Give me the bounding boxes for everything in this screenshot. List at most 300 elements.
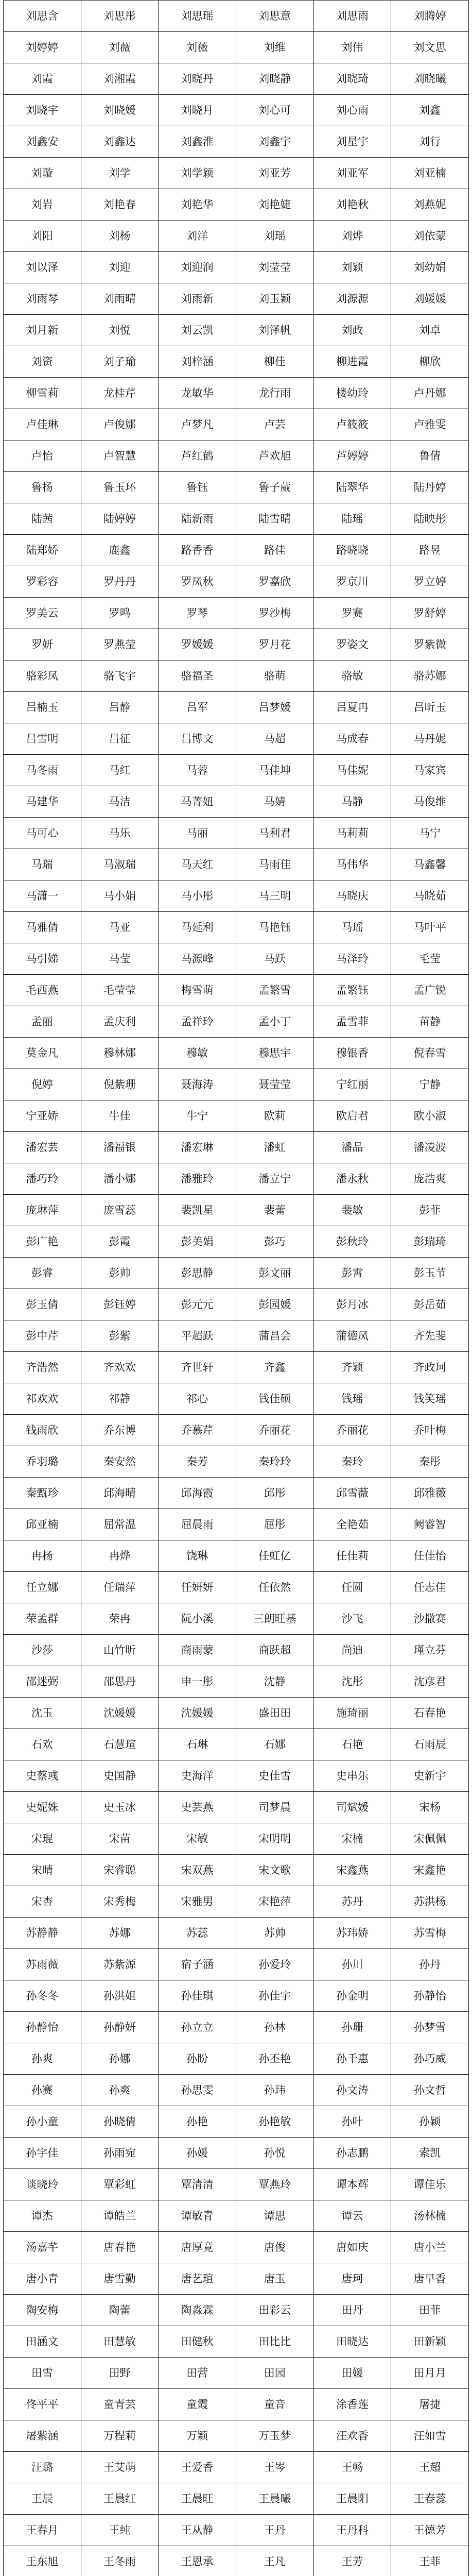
name-cell: 马艳钰 xyxy=(236,912,313,943)
name-cell: 任佳莉 xyxy=(313,1540,391,1572)
name-cell: 宿子涵 xyxy=(159,1949,236,1980)
name-cell: 王丹 xyxy=(236,2515,313,2546)
name-table-body xyxy=(4,1,469,2576)
name-cell: 刘依蒙 xyxy=(391,221,469,252)
name-cell: 刘阳 xyxy=(4,221,81,252)
name-table xyxy=(3,0,469,2576)
table-row xyxy=(4,2515,469,2546)
name-cell: 马菁妞 xyxy=(159,786,236,818)
name-cell: 秦玲玲 xyxy=(236,1446,313,1478)
name-cell: 屈常温 xyxy=(81,1509,159,1540)
name-cell: 乔东博 xyxy=(81,1415,159,1446)
name-cell: 尚迪 xyxy=(313,1635,391,1666)
name-cell: 宋鑫燕 xyxy=(313,1855,391,1886)
table-row xyxy=(4,2263,469,2295)
name-cell: 陶蕾 xyxy=(81,2295,159,2326)
table-row xyxy=(4,1729,469,1760)
name-cell: 邱亚楠 xyxy=(4,1509,81,1540)
name-cell: 马蓉 xyxy=(159,755,236,786)
name-cell: 刘鑫 xyxy=(391,95,469,126)
name-cell: 陆郑娇 xyxy=(4,535,81,566)
name-cell: 马源峰 xyxy=(159,943,236,975)
table-row xyxy=(4,880,469,912)
name-cell: 唐小兰 xyxy=(391,2232,469,2263)
name-cell: 孙丹 xyxy=(391,1949,469,1980)
name-cell: 秦安然 xyxy=(81,1446,159,1478)
name-cell: 石艳 xyxy=(313,1729,391,1760)
name-cell: 罗媛媛 xyxy=(159,629,236,660)
name-cell: 鲁倩 xyxy=(391,440,469,472)
table-row xyxy=(4,975,469,1006)
name-cell: 宋敏 xyxy=(159,1823,236,1855)
name-cell: 蒲昌会 xyxy=(236,1320,313,1352)
name-cell: 谭皓兰 xyxy=(81,2200,159,2232)
name-cell: 沈彤 xyxy=(313,1666,391,1698)
name-cell: 刘政 xyxy=(313,315,391,346)
name-cell: 马天红 xyxy=(159,849,236,880)
table-row xyxy=(4,1823,469,1855)
name-cell: 孙文涛 xyxy=(313,2075,391,2106)
name-cell: 谈晓玲 xyxy=(4,2169,81,2200)
name-cell: 钱佳硕 xyxy=(236,1383,313,1415)
name-cell: 罗姿文 xyxy=(313,629,391,660)
name-cell: 刘雨晴 xyxy=(81,283,159,315)
table-row xyxy=(4,1352,469,1383)
name-cell: 陆雪晴 xyxy=(236,503,313,535)
name-cell: 孙静怡 xyxy=(391,1980,469,2012)
name-cell: 刘月新 xyxy=(4,315,81,346)
name-cell: 孙娜 xyxy=(81,2043,159,2075)
name-cell: 王辰 xyxy=(4,2483,81,2515)
name-cell: 史蔡彧 xyxy=(4,1760,81,1792)
table-row xyxy=(4,692,469,723)
name-cell: 刘幼娟 xyxy=(391,252,469,283)
name-cell: 罗琴 xyxy=(159,598,236,629)
name-cell: 宋鑫艳 xyxy=(391,1855,469,1886)
table-row xyxy=(4,1006,469,1038)
name-cell: 马淑瑞 xyxy=(81,849,159,880)
name-cell: 王菲 xyxy=(391,2546,469,2576)
name-cell: 孙艳 xyxy=(159,2106,236,2138)
name-cell: 刘学 xyxy=(81,158,159,189)
name-cell: 裴蕾 xyxy=(236,1195,313,1226)
name-cell: 孙珊 xyxy=(313,2012,391,2043)
name-cell: 刘思意 xyxy=(236,1,313,32)
table-row xyxy=(4,440,469,472)
name-cell: 彭月冰 xyxy=(313,1289,391,1320)
name-cell: 彭美娟 xyxy=(159,1226,236,1258)
name-cell: 沈媛媛 xyxy=(159,1698,236,1729)
name-cell: 潘巧玲 xyxy=(4,1163,81,1195)
name-cell: 汤林楠 xyxy=(391,2200,469,2232)
name-cell: 刘岩 xyxy=(4,189,81,221)
name-cell: 潘晶 xyxy=(313,1132,391,1163)
name-cell: 王纯 xyxy=(81,2515,159,2546)
name-cell: 田营 xyxy=(159,2358,236,2389)
name-cell: 刘文思 xyxy=(391,32,469,63)
name-cell: 王晨阳 xyxy=(313,2483,391,2515)
name-cell: 马瑞 xyxy=(4,849,81,880)
name-cell: 孙晓倩 xyxy=(81,2106,159,2138)
name-cell: 柳雪莉 xyxy=(4,378,81,409)
name-cell: 牛宁 xyxy=(159,1100,236,1132)
table-row xyxy=(4,1320,469,1352)
name-cell: 万程莉 xyxy=(81,2420,159,2452)
table-row xyxy=(4,2452,469,2483)
name-cell: 唐如庆 xyxy=(313,2232,391,2263)
name-cell: 龙敏华 xyxy=(159,378,236,409)
name-cell: 刘亚芳 xyxy=(236,158,313,189)
name-cell: 司斌媛 xyxy=(313,1792,391,1823)
name-cell: 穆银香 xyxy=(313,1038,391,1069)
name-cell: 彭玉倩 xyxy=(4,1289,81,1320)
name-cell: 刘莹莹 xyxy=(236,252,313,283)
name-cell: 刘晓月 xyxy=(159,95,236,126)
name-cell: 刘思瑶 xyxy=(159,1,236,32)
name-cell: 史国静 xyxy=(81,1760,159,1792)
name-cell: 马三明 xyxy=(236,880,313,912)
name-cell: 彭广艳 xyxy=(4,1226,81,1258)
name-cell: 路晓晓 xyxy=(313,535,391,566)
name-cell: 莫金凡 xyxy=(4,1038,81,1069)
name-cell: 刘晓琦 xyxy=(313,63,391,95)
name-cell: 孙悦 xyxy=(236,2138,313,2169)
name-cell: 宋文歌 xyxy=(236,1855,313,1886)
name-cell: 马红 xyxy=(81,755,159,786)
name-cell: 童音 xyxy=(236,2389,313,2420)
name-cell: 孙佳琪 xyxy=(159,1980,236,2012)
name-cell: 苏娜 xyxy=(81,1918,159,1949)
name-cell: 骆彩凤 xyxy=(4,660,81,692)
name-cell: 陆新雨 xyxy=(159,503,236,535)
name-cell: 万玉梦 xyxy=(236,2420,313,2452)
name-cell: 罗立婷 xyxy=(391,566,469,598)
name-cell: 刘婷婷 xyxy=(4,32,81,63)
name-cell: 潘虹 xyxy=(236,1132,313,1163)
table-row xyxy=(4,2232,469,2263)
table-row xyxy=(4,1415,469,1446)
name-cell: 谭敏青 xyxy=(159,2200,236,2232)
name-cell: 孙巧威 xyxy=(391,2043,469,2075)
name-cell: 谭思 xyxy=(236,2200,313,2232)
name-cell: 史芸燕 xyxy=(159,1792,236,1823)
name-cell: 刘鑫达 xyxy=(81,126,159,158)
table-row xyxy=(4,2138,469,2169)
name-cell: 孙静妍 xyxy=(81,2012,159,2043)
table-row xyxy=(4,1886,469,1918)
name-cell: 彭玉节 xyxy=(391,1258,469,1289)
name-cell: 王艾萌 xyxy=(81,2452,159,2483)
name-cell: 马小娟 xyxy=(81,880,159,912)
name-cell: 马乐 xyxy=(81,818,159,849)
name-cell: 欧启君 xyxy=(313,1100,391,1132)
name-cell: 马晓庆 xyxy=(313,880,391,912)
name-cell: 潘立宁 xyxy=(236,1163,313,1195)
name-cell: 马洁 xyxy=(81,786,159,818)
table-row xyxy=(4,535,469,566)
name-cell: 刘杨 xyxy=(81,221,159,252)
name-cell: 穆林娜 xyxy=(81,1038,159,1069)
name-cell: 孟繁钰 xyxy=(313,975,391,1006)
name-cell: 马丽 xyxy=(159,818,236,849)
name-cell: 裴凯星 xyxy=(159,1195,236,1226)
name-cell: 沙莎 xyxy=(4,1635,81,1666)
name-cell: 刘思雨 xyxy=(313,1,391,32)
name-cell: 宋苗 xyxy=(81,1823,159,1855)
name-cell: 罗鸣 xyxy=(81,598,159,629)
name-cell: 田比比 xyxy=(236,2326,313,2358)
name-cell: 刘以泽 xyxy=(4,252,81,283)
name-cell: 吕雪明 xyxy=(4,723,81,755)
table-row xyxy=(4,1760,469,1792)
name-cell: 王爱香 xyxy=(159,2452,236,2483)
name-cell: 彭秋玲 xyxy=(313,1226,391,1258)
table-row xyxy=(4,2483,469,2515)
name-cell: 卢智慧 xyxy=(81,440,159,472)
name-cell: 刘思含 xyxy=(4,1,81,32)
name-cell: 刘薇 xyxy=(159,32,236,63)
name-cell: 石春艳 xyxy=(391,1698,469,1729)
name-cell: 马佳坤 xyxy=(236,755,313,786)
name-cell: 吕博文 xyxy=(159,723,236,755)
name-cell: 史海洋 xyxy=(159,1760,236,1792)
name-cell: 潘福银 xyxy=(81,1132,159,1163)
name-cell: 孙丕艳 xyxy=(236,2043,313,2075)
table-row xyxy=(4,378,469,409)
name-cell: 邵思丹 xyxy=(81,1666,159,1698)
name-cell: 邱雅薇 xyxy=(391,1478,469,1509)
table-row xyxy=(4,1540,469,1572)
name-cell: 秦甄珍 xyxy=(4,1478,81,1509)
name-cell: 鲁玉环 xyxy=(81,472,159,503)
name-cell: 彭菲 xyxy=(391,1195,469,1226)
name-cell: 史新宇 xyxy=(391,1760,469,1792)
name-cell: 吕昕玉 xyxy=(391,692,469,723)
name-cell: 田新颖 xyxy=(391,2326,469,2358)
name-cell: 路香香 xyxy=(159,535,236,566)
name-cell: 刘云凯 xyxy=(159,315,236,346)
name-cell: 齐世轩 xyxy=(159,1352,236,1383)
name-cell: 刘霞 xyxy=(4,63,81,95)
name-cell: 刘雨琴 xyxy=(4,283,81,315)
name-cell: 王丹科 xyxy=(313,2515,391,2546)
name-cell: 欧小淑 xyxy=(391,1100,469,1132)
name-cell: 阙睿智 xyxy=(391,1509,469,1540)
name-cell: 卢梦凡 xyxy=(159,409,236,440)
name-cell: 倪婷 xyxy=(4,1069,81,1100)
name-cell: 汤嘉芊 xyxy=(4,2232,81,2263)
name-cell: 苏洪杨 xyxy=(391,1886,469,1918)
name-cell: 刘资 xyxy=(4,346,81,378)
name-cell: 刘燕妮 xyxy=(391,189,469,221)
name-cell: 刘卓 xyxy=(391,315,469,346)
table-row xyxy=(4,566,469,598)
name-cell: 刘迎润 xyxy=(159,252,236,283)
name-cell: 彭元元 xyxy=(159,1289,236,1320)
table-row xyxy=(4,629,469,660)
name-cell: 马家宾 xyxy=(391,755,469,786)
name-cell: 苏紫源 xyxy=(81,1949,159,1980)
name-cell: 梅雪萌 xyxy=(159,975,236,1006)
name-cell: 汪璐 xyxy=(4,2452,81,2483)
name-cell: 路佳 xyxy=(236,535,313,566)
name-cell: 孙静怡 xyxy=(4,2012,81,2043)
table-row xyxy=(4,95,469,126)
name-cell: 宋琨 xyxy=(4,1823,81,1855)
name-cell: 秦芳 xyxy=(159,1446,236,1478)
name-cell: 罗嘉欣 xyxy=(236,566,313,598)
table-row xyxy=(4,1980,469,2012)
name-cell: 唐艺瑄 xyxy=(159,2263,236,2295)
name-cell: 王芳 xyxy=(313,2546,391,2576)
name-cell: 孙雨宛 xyxy=(81,2138,159,2169)
name-cell: 任妍妍 xyxy=(159,1572,236,1603)
name-cell: 谭云 xyxy=(313,2200,391,2232)
name-cell: 马佳妮 xyxy=(313,755,391,786)
name-cell: 田雪 xyxy=(4,2358,81,2389)
name-cell: 平超跃 xyxy=(159,1320,236,1352)
name-cell: 彭帅 xyxy=(81,1258,159,1289)
table-row xyxy=(4,755,469,786)
name-cell: 孙赛 xyxy=(4,2075,81,2106)
name-cell: 陆瑶 xyxy=(313,503,391,535)
name-cell: 万颖 xyxy=(159,2420,236,2452)
name-cell: 卢雅雯 xyxy=(391,409,469,440)
name-cell: 乔叶梅 xyxy=(391,1415,469,1446)
name-cell: 马延利 xyxy=(159,912,236,943)
table-row xyxy=(4,472,469,503)
name-cell: 唐珂 xyxy=(313,2263,391,2295)
name-cell: 陆茜 xyxy=(4,503,81,535)
name-cell: 乔羽璐 xyxy=(4,1446,81,1478)
name-cell: 刘鑫安 xyxy=(4,126,81,158)
table-row xyxy=(4,2295,469,2326)
name-cell: 邱海霞 xyxy=(159,1478,236,1509)
name-cell: 马瑶 xyxy=(313,912,391,943)
name-cell: 史妮姝 xyxy=(4,1792,81,1823)
name-cell: 宁亚娇 xyxy=(4,1100,81,1132)
name-cell: 宋佩佩 xyxy=(391,1823,469,1855)
name-cell: 陆映彤 xyxy=(391,503,469,535)
name-cell: 马泽玲 xyxy=(313,943,391,975)
name-cell: 刘梓涵 xyxy=(159,346,236,378)
name-cell: 孙小童 xyxy=(4,2106,81,2138)
name-cell: 鲁杨 xyxy=(4,472,81,503)
name-cell: 卢筱筱 xyxy=(313,409,391,440)
table-row xyxy=(4,1949,469,1980)
name-cell: 刘亚楠 xyxy=(391,158,469,189)
name-cell: 刘心雨 xyxy=(313,95,391,126)
name-cell: 任立娜 xyxy=(4,1572,81,1603)
name-cell: 王晨红 xyxy=(81,2483,159,2515)
name-cell: 苏雨薇 xyxy=(4,1949,81,1980)
name-cell: 宋双燕 xyxy=(159,1855,236,1886)
name-cell: 马冬雨 xyxy=(4,755,81,786)
name-cell: 牛佳 xyxy=(81,1100,159,1132)
name-cell: 唐春艳 xyxy=(81,2232,159,2263)
name-cell: 彭钰婷 xyxy=(81,1289,159,1320)
name-cell: 孟雪菲 xyxy=(313,1006,391,1038)
name-cell: 王冬雨 xyxy=(81,2546,159,2576)
name-cell: 王从静 xyxy=(159,2515,236,2546)
name-cell: 裴敏 xyxy=(313,1195,391,1226)
name-cell: 孙立立 xyxy=(159,2012,236,2043)
name-cell: 谭佳乐 xyxy=(391,2169,469,2200)
table-row xyxy=(4,189,469,221)
name-cell: 王晨旺 xyxy=(159,2483,236,2515)
name-cell: 龙桂芹 xyxy=(81,378,159,409)
name-cell: 吕梦媛 xyxy=(236,692,313,723)
table-row xyxy=(4,2200,469,2232)
name-cell: 彭霄 xyxy=(313,1258,391,1289)
name-cell: 骆福圣 xyxy=(159,660,236,692)
name-cell: 彭巧 xyxy=(236,1226,313,1258)
name-cell: 三朗旺基 xyxy=(236,1603,313,1635)
table-row xyxy=(4,346,469,378)
name-cell: 王晨曦 xyxy=(236,2483,313,2515)
name-cell: 孟繁雪 xyxy=(236,975,313,1006)
name-cell: 宋晴 xyxy=(4,1855,81,1886)
table-row xyxy=(4,1666,469,1698)
name-cell: 蒲德凤 xyxy=(313,1320,391,1352)
name-cell: 楼幼玲 xyxy=(313,378,391,409)
table-row xyxy=(4,1,469,32)
name-cell: 孙冬冬 xyxy=(4,1980,81,2012)
name-cell: 田丹 xyxy=(313,2295,391,2326)
name-cell: 孙洪姐 xyxy=(81,1980,159,2012)
name-cell: 孙艳敏 xyxy=(236,2106,313,2138)
name-cell: 谭杰 xyxy=(4,2200,81,2232)
name-cell: 庞琳萍 xyxy=(4,1195,81,1226)
name-cell: 彭瑞琦 xyxy=(391,1226,469,1258)
name-cell: 卢丹娜 xyxy=(391,378,469,409)
name-cell: 刘亚军 xyxy=(313,158,391,189)
name-cell: 孟祥玲 xyxy=(159,1006,236,1038)
name-cell: 刘腾婷 xyxy=(391,1,469,32)
table-row xyxy=(4,1195,469,1226)
table-row xyxy=(4,912,469,943)
name-cell: 柳佳 xyxy=(236,346,313,378)
name-cell: 祁欢欢 xyxy=(4,1383,81,1415)
table-row xyxy=(4,1572,469,1603)
name-cell: 刘艳秋 xyxy=(313,189,391,221)
name-cell: 邱彤 xyxy=(236,1478,313,1509)
name-cell: 石欢 xyxy=(4,1729,81,1760)
name-cell: 邵迷弼 xyxy=(4,1666,81,1698)
name-cell: 田慧敏 xyxy=(81,2326,159,2358)
table-row xyxy=(4,2012,469,2043)
name-cell: 刘雨新 xyxy=(159,283,236,315)
name-cell: 吕静 xyxy=(81,692,159,723)
name-cell: 覃清清 xyxy=(159,2169,236,2200)
name-cell: 王恩承 xyxy=(159,2546,236,2576)
name-cell: 马莉莉 xyxy=(313,818,391,849)
name-cell: 孙媛 xyxy=(159,2138,236,2169)
name-cell: 刘颖 xyxy=(313,252,391,283)
name-cell: 刘源源 xyxy=(313,283,391,315)
table-row xyxy=(4,1603,469,1635)
name-cell: 马雅倩 xyxy=(4,912,81,943)
name-cell: 钱笑瑶 xyxy=(391,1383,469,1415)
name-cell: 佟平平 xyxy=(4,2389,81,2420)
name-cell: 刘湘霞 xyxy=(81,63,159,95)
name-cell: 孙金明 xyxy=(313,1980,391,2012)
name-cell: 汪如雪 xyxy=(391,2420,469,2452)
name-cell: 刘伟 xyxy=(313,32,391,63)
name-cell: 孙宇佳 xyxy=(4,2138,81,2169)
name-cell: 吕军 xyxy=(159,692,236,723)
table-row xyxy=(4,1069,469,1100)
